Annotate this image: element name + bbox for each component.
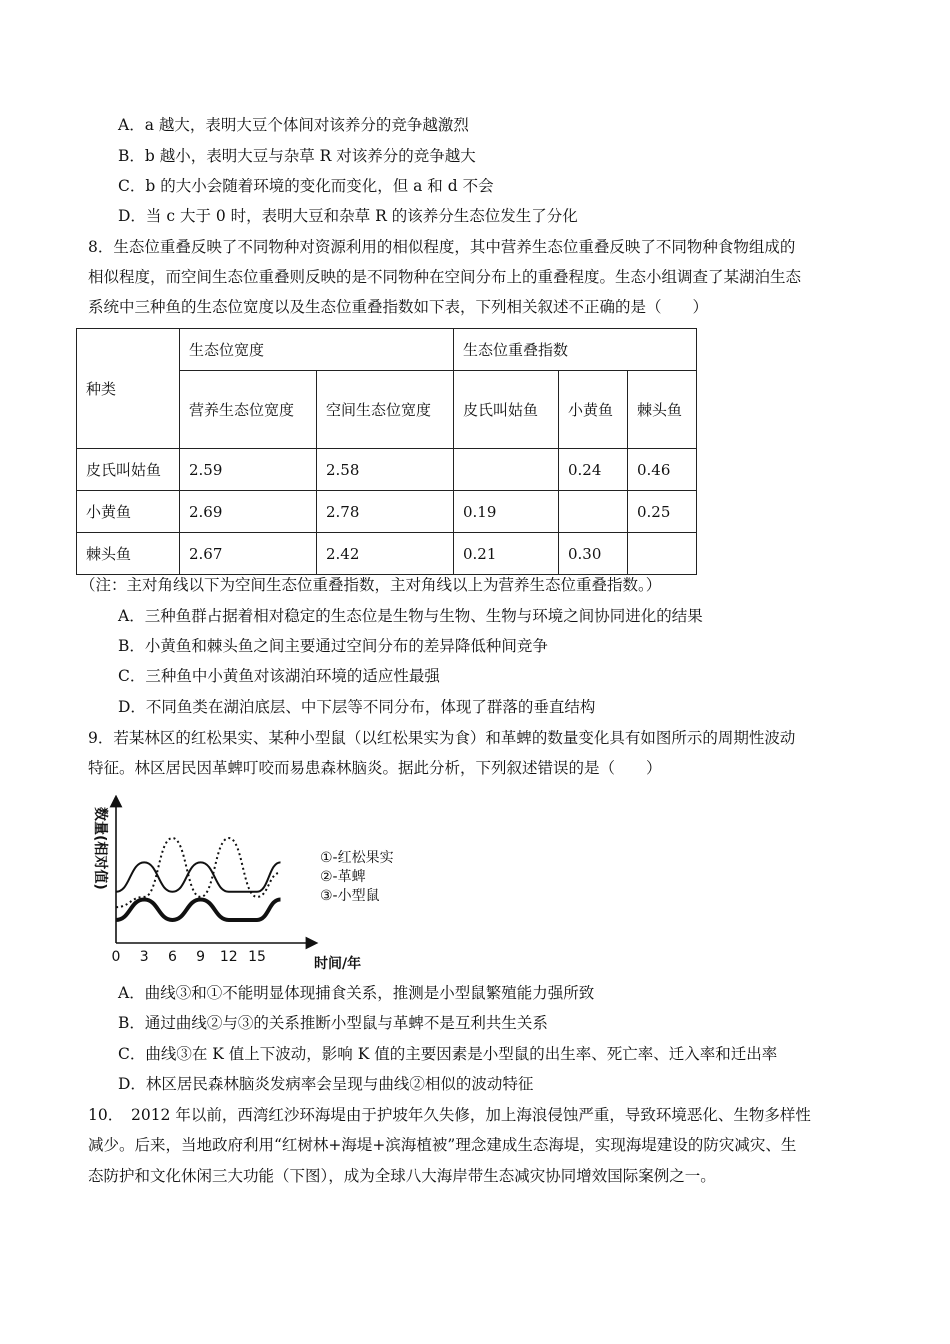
table-header-overlap: 生态位重叠指数 bbox=[454, 329, 697, 371]
table-cell: 0.19 bbox=[454, 491, 559, 533]
q7-option-a: A．a 越大，表明大豆个体间对该养分的竞争越激烈 bbox=[118, 116, 469, 134]
q10-stem-line-3: 态防护和文化休闲三大功能（下图），成为全球八大海岸带生态减灾协同增效国际案例之一。 bbox=[88, 1167, 716, 1185]
x-tick-label: 15 bbox=[248, 949, 266, 965]
q10-stem-line-2: 减少。后来，当地政府利用“红树林+海堤+滨海植被”理念建成生态海堤，实现海堤建设的防灾减灾、生 bbox=[88, 1136, 797, 1154]
series-line bbox=[116, 838, 281, 907]
table-cell: 2.67 bbox=[180, 533, 317, 575]
table-row bbox=[77, 533, 697, 575]
table-cell: 0.24 bbox=[559, 449, 628, 491]
q9-option-a: A．曲线③和①不能明显体现捕食关系，推测是小型鼠繁殖能力强所致 bbox=[118, 984, 595, 1002]
x-tick-label: 3 bbox=[139, 949, 149, 965]
q9-option-b: B．通过曲线②与③的关系推断小型鼠与革蜱不是互利共生关系 bbox=[118, 1014, 548, 1032]
table-cell: 0.46 bbox=[628, 449, 697, 491]
q8-stem-line-1: 8．生态位重叠反映了不同物种对资源利用的相似程度，其中营养生态位重叠反映了不同物种食物组成的 bbox=[88, 238, 796, 256]
table-cell: 小黄鱼 bbox=[77, 491, 180, 533]
x-tick-label: 12 bbox=[219, 949, 238, 965]
q9-stem-line-1: 9．若某林区的红松果实、某种小型鼠（以红松果实为食）和革蜱的数量变化具有如图所示的周期性波动 bbox=[88, 729, 796, 747]
x-tick-label: 9 bbox=[196, 949, 206, 965]
table-cell: 2.59 bbox=[180, 449, 317, 491]
table-subheader: 营养生态位宽度 bbox=[180, 371, 317, 449]
series-line bbox=[116, 899, 281, 919]
q9-stem-line-2: 特征。林区居民因革蜱叮咬而易患森林脑炎。据此分析，下列叙述错误的是（ ） bbox=[88, 759, 662, 777]
q8-option-c: C．三种鱼中小黄鱼对该湖泊环境的适应性最强 bbox=[118, 667, 440, 685]
q9-option-c: C．曲线③在 K 值上下波动，影响 K 值的主要因素是小型鼠的出生率、死亡率、迁入率和迁出率 bbox=[118, 1045, 778, 1063]
table-cell: 0.21 bbox=[454, 533, 559, 575]
table-cell: 棘头鱼 bbox=[77, 533, 180, 575]
table-cell: 0.25 bbox=[628, 491, 697, 533]
q8-stem-line-2: 相似程度，而空间生态位重叠则反映的是不同物种在空间分布上的重叠程度。生态小组调查了某湖泊生态 bbox=[88, 268, 802, 286]
q9-option-d: D．林区居民森林脑炎发病率会呈现与曲线②相似的波动特征 bbox=[118, 1075, 534, 1093]
series-label: ②-革蜱 bbox=[320, 869, 366, 885]
q8-option-d: D．不同鱼类在湖泊底层、中下层等不同分布，体现了群落的垂直结构 bbox=[118, 698, 596, 716]
table-subheader: 棘头鱼 bbox=[628, 371, 697, 449]
table-cell: 0.30 bbox=[559, 533, 628, 575]
x-axis-label: 时间/年 bbox=[314, 956, 362, 972]
table-header-width: 生态位宽度 bbox=[180, 329, 454, 371]
q7-option-d: D．当 c 大于 0 时，表明大豆和杂草 R 的该养分生态位发生了分化 bbox=[118, 207, 578, 225]
table-subheader: 小黄鱼 bbox=[559, 371, 628, 449]
table-header-species: 种类 bbox=[77, 329, 180, 449]
table-row bbox=[77, 449, 697, 491]
q7-option-b: B．b 越小，表明大豆与杂草 R 对该养分的竞争越大 bbox=[118, 147, 476, 165]
table-cell: 2.42 bbox=[317, 533, 454, 575]
x-tick-label: 0 bbox=[111, 949, 121, 965]
series-line bbox=[116, 862, 281, 891]
table-note: （注：主对角线以下为空间生态位重叠指数，主对角线以上为营养生态位重叠指数。） bbox=[80, 576, 662, 594]
table-subheader: 空间生态位宽度 bbox=[317, 371, 454, 449]
y-axis-label: 数量(相对值) bbox=[92, 807, 108, 890]
series-label: ①-红松果实 bbox=[320, 850, 394, 866]
x-tick-label: 6 bbox=[167, 949, 177, 965]
niche-table bbox=[76, 328, 697, 575]
table-cell bbox=[454, 449, 559, 491]
table-row bbox=[77, 491, 697, 533]
table-cell: 2.69 bbox=[180, 491, 317, 533]
population-chart bbox=[82, 795, 402, 975]
table-cell bbox=[628, 533, 697, 575]
series-label: ③-小型鼠 bbox=[320, 888, 380, 904]
table-subheader: 皮氏叫姑鱼 bbox=[454, 371, 559, 449]
q8-option-a: A．三种鱼群占据着相对稳定的生态位是生物与生物、生物与环境之间协同进化的结果 bbox=[118, 607, 703, 625]
q8-stem-line-3: 系统中三种鱼的生态位宽度以及生态位重叠指数如下表，下列相关叙述不正确的是（ ） bbox=[88, 298, 709, 316]
q8-option-b: B．小黄鱼和棘头鱼之间主要通过空间分布的差异降低种间竞争 bbox=[118, 637, 548, 655]
table-cell: 皮氏叫姑鱼 bbox=[77, 449, 180, 491]
table-cell: 2.58 bbox=[317, 449, 454, 491]
q7-option-c: C．b 的大小会随着环境的变化而变化，但 a 和 d 不会 bbox=[118, 177, 494, 195]
q10-stem-line-1: 10． 2012 年以前，西湾红沙环海堤由于护坡年久失修，加上海浪侵蚀严重，导致环境恶化、生物多样性 bbox=[88, 1106, 811, 1124]
table-cell bbox=[559, 491, 628, 533]
table-cell: 2.78 bbox=[317, 491, 454, 533]
